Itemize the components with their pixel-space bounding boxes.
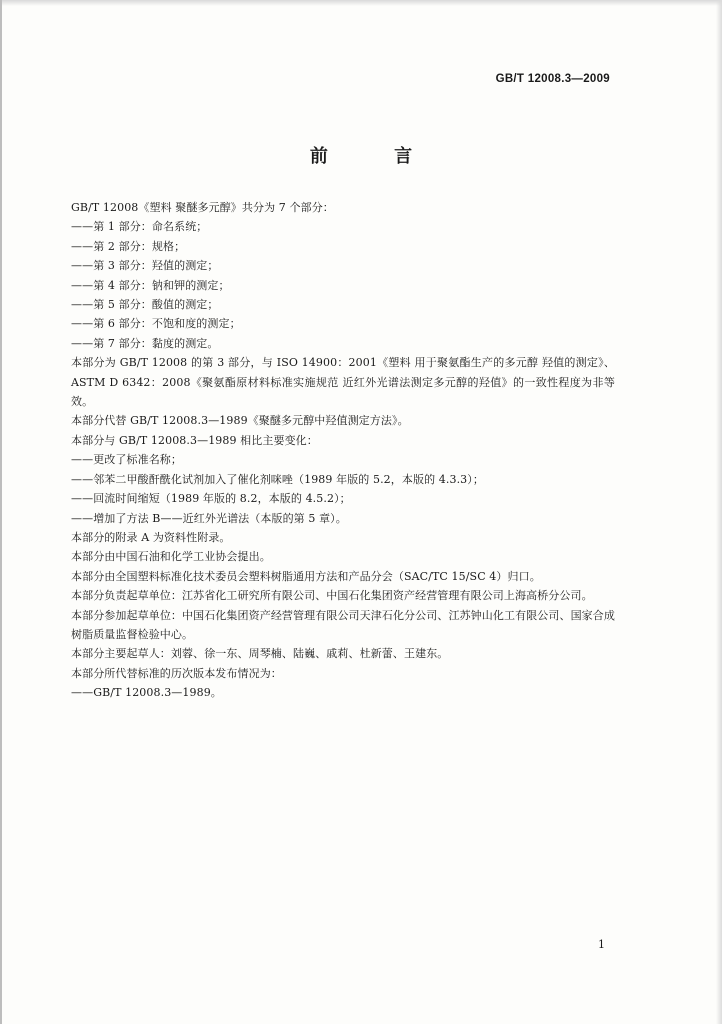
list-item-part-3: ——第 3 部分：羟值的测定； bbox=[71, 259, 219, 273]
scan-edge-top bbox=[0, 0, 722, 6]
paragraph-history-intro: 本部分所代替标准的历次版本发布情况为： bbox=[71, 666, 282, 680]
paragraph-drafters: 本部分主要起草人：刘蓉、徐一东、周琴楠、陆巍、戚莉、杜新蕾、王建东。 bbox=[71, 647, 449, 661]
paragraph-changes-intro: 本部分与 GB/T 12008.3—1989 相比主要变化： bbox=[71, 433, 318, 447]
paragraph-centralized-by: 本部分由全国塑料标准化技术委员会塑料树脂通用方法和产品分会（SAC/TC 15/SC 4）归口。 bbox=[71, 569, 541, 583]
list-item-part-6: ——第 6 部分：不饱和度的测定； bbox=[71, 317, 241, 331]
list-item-part-7: ——第 7 部分：黏度的测定。 bbox=[71, 336, 219, 350]
standard-code-header: GB/T 12008.3—2009 bbox=[495, 73, 610, 85]
page-title: 前 言 bbox=[309, 146, 443, 167]
paragraph-parts-intro: GB/T 12008《塑料 聚醚多元醇》共分为 7 个部分： bbox=[71, 201, 334, 214]
list-item-part-4: ——第 4 部分：钠和钾的测定； bbox=[71, 278, 230, 292]
paragraph-replaces: 本部分代替 GB/T 12008.3—1989《聚醚多元醇中羟值测定方法》。 bbox=[71, 414, 409, 428]
list-item-change-4: ——增加了方法 B——近红外光谱法（本版的第 5 章）。 bbox=[71, 511, 347, 525]
foreword-body bbox=[50, 198, 615, 703]
list-item-change-2: ——邻苯二甲酸酐酰化试剂加入了催化剂咪唑（1989 年版的 5.2，本版的 4.3.3）； bbox=[71, 472, 484, 486]
list-item-part-2: ——第 2 部分：规格； bbox=[71, 239, 186, 253]
list-item-part-5: ——第 5 部分：酸值的测定； bbox=[71, 298, 219, 312]
list-item-change-1: ——更改了标准名称； bbox=[71, 453, 182, 467]
paragraph-participating-units: 本部分参加起草单位：中国石化集团资产经营管理有限公司天津石化分公司、江苏钟山化工有限公司、国家合成树脂质量监督检验中心。 bbox=[71, 608, 615, 641]
page-number: 1 bbox=[598, 938, 605, 951]
list-item-history-1: ——GB/T 12008.3—1989。 bbox=[71, 686, 222, 700]
paragraph-annex: 本部分的附录 A 为资料性附录。 bbox=[71, 530, 231, 544]
list-item-part-1: ——第 1 部分：命名系统； bbox=[71, 220, 208, 234]
paragraph-drafting-units: 本部分负责起草单位：江苏省化工研究所有限公司、中国石化集团资产经营管理有限公司上海高桥分公司。 bbox=[71, 589, 593, 603]
paragraph-proposed-by: 本部分由中国石油和化学工业协会提出。 bbox=[71, 550, 271, 564]
paragraph-equivalence: 本部分为 GB/T 12008 的第 3 部分，与 ISO 14900：2001《塑料 用于聚氨酯生产的多元醇 羟值的测定》、ASTM D 6342：2008《聚氨酯原材料标准实施规范 近红外光谱法测定多元醇的羟值》的一致性程度为非等效。 bbox=[71, 356, 615, 409]
list-item-change-3: ——回流时间缩短（1989 年版的 8.2，本版的 4.5.2）； bbox=[71, 492, 351, 506]
